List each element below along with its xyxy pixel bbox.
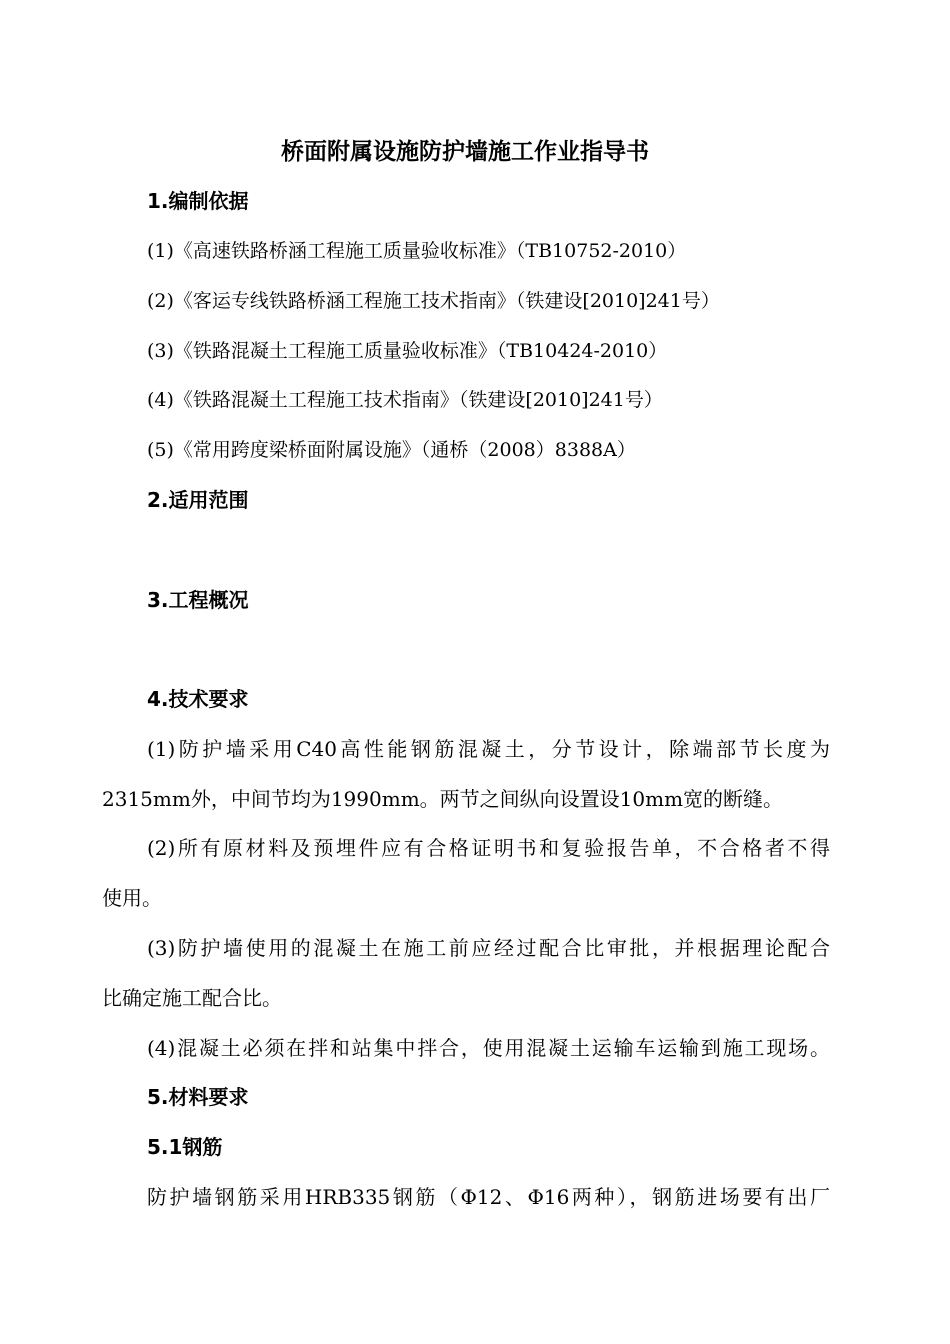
reference-item-1: (1)《高速铁路桥涵工程施工质量验收标准》（TB10752-2010） [147, 240, 687, 262]
subsection-heading-rebar: 5.1钢筋 [147, 1135, 223, 1159]
rebar-paragraph-line-1: 防护墙钢筋采用HRB335钢筋（Φ12、Φ16两种），钢筋进场要有出厂 [147, 1185, 830, 1209]
reference-item-4: (4)《铁路混凝土工程施工技术指南》（铁建设[2010]241号） [147, 389, 663, 411]
reference-item-3: (3)《铁路混凝土工程施工质量验收标准》（TB10424-2010） [147, 340, 668, 362]
tech-req-2-line-2: 使用。 [102, 886, 162, 910]
reference-item-2: (2)《客运专线铁路桥涵工程施工技术指南》（铁建设[2010]241号） [147, 290, 720, 312]
section-heading-technical: 4.技术要求 [147, 687, 249, 711]
tech-req-3-line-2: 比确定施工配合比。 [102, 986, 282, 1010]
tech-req-2-line-1: (2)所有原材料及预埋件应有合格证明书和复验报告单，不合格者不得 [147, 836, 830, 860]
reference-item-5: (5)《常用跨度梁桥面附属设施》（通桥（2008）8388A） [147, 439, 636, 461]
section-heading-materials: 5.材料要求 [147, 1085, 249, 1109]
document-title: 桥面附属设施防护墙施工作业指导书 [281, 139, 649, 165]
tech-req-4-line-1: (4)混凝土必须在拌和站集中拌合，使用混凝土运输车运输到施工现场。 [147, 1036, 830, 1060]
tech-req-3-line-1: (3)防护墙使用的混凝土在施工前应经过配合比审批，并根据理论配合 [147, 936, 830, 960]
section-heading-overview: 3.工程概况 [147, 588, 249, 612]
tech-req-1-line-1: (1)防护墙采用C40高性能钢筋混凝土，分节设计，除端部节长度为 [147, 737, 830, 761]
tech-req-1-line-2: 2315mm外，中间节均为1990mm。两节之间纵向设置设10mm宽的断缝。 [102, 787, 784, 811]
section-heading-scope: 2.适用范围 [147, 488, 249, 512]
section-heading-basis: 1.编制依据 [147, 189, 249, 213]
